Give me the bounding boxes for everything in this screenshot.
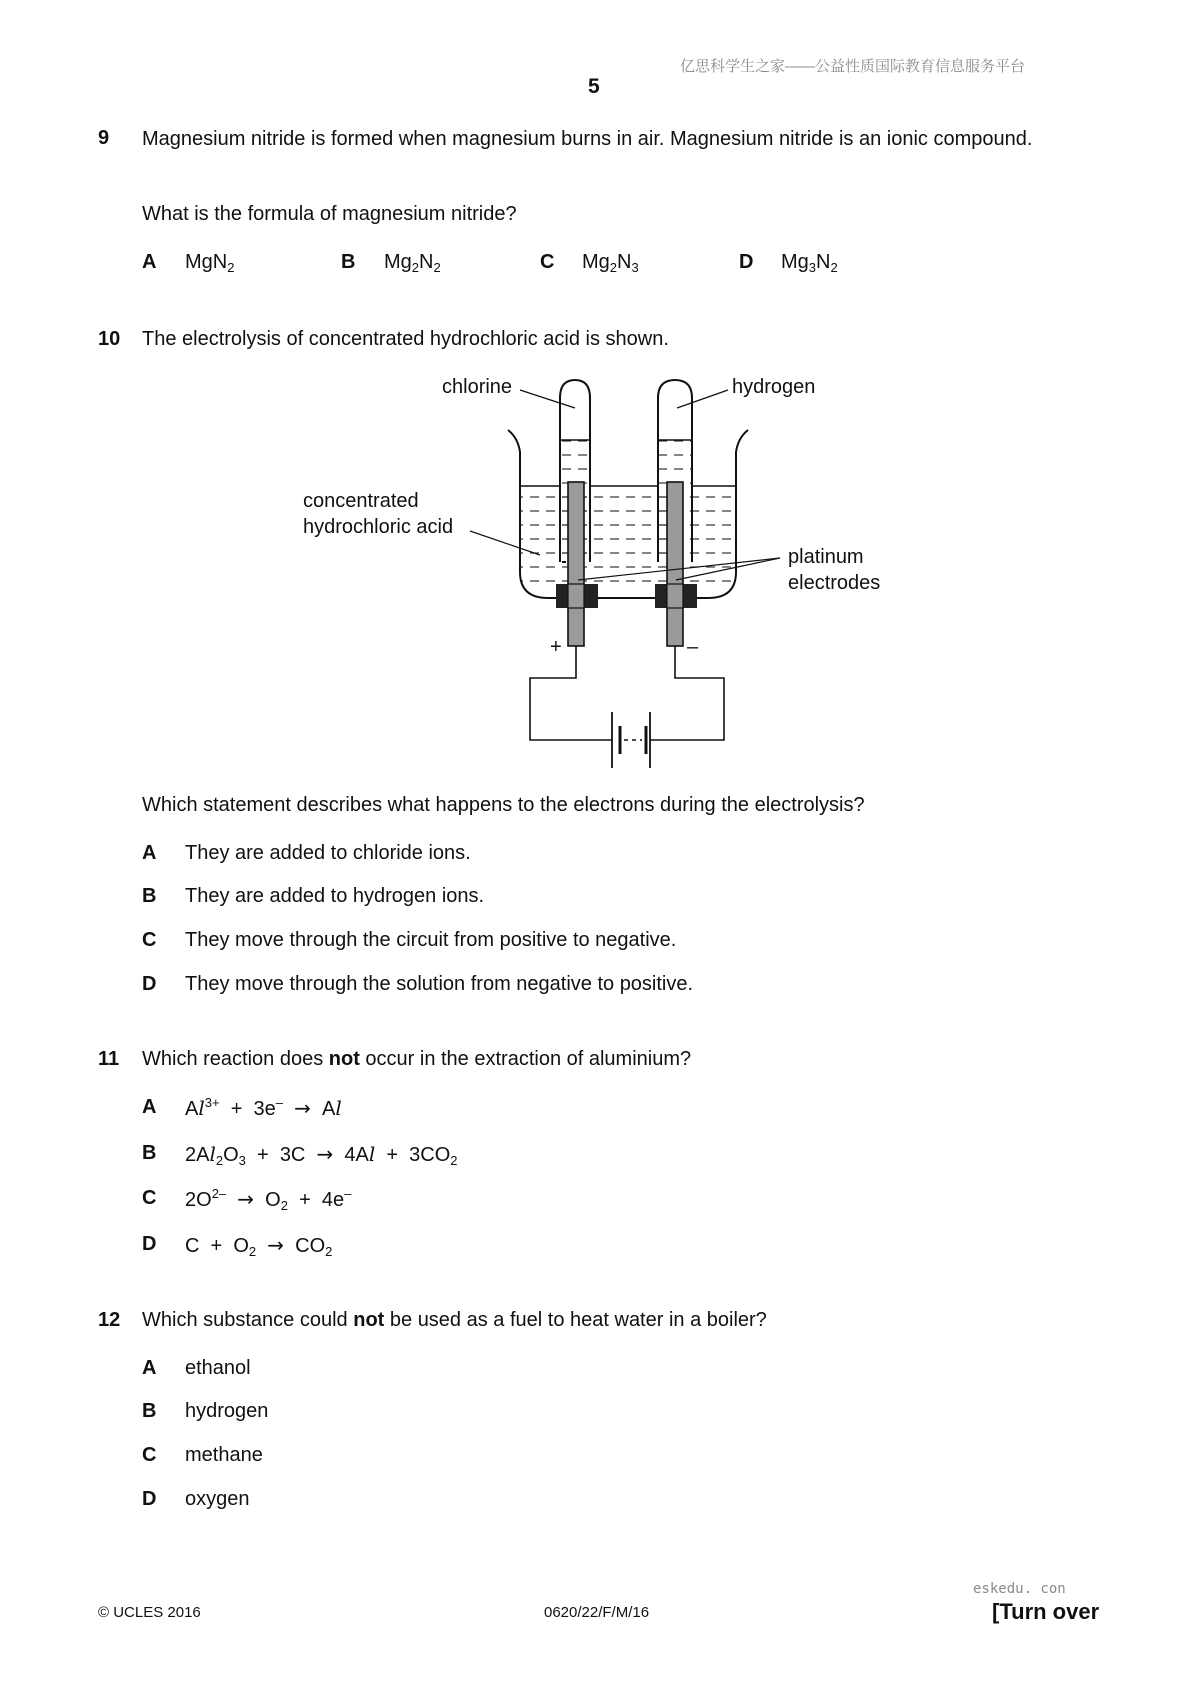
label-negative-terminal: – [687, 636, 699, 658]
option-text: hydrogen [185, 1400, 269, 1422]
watermark-text: 亿思科学生之家——公益性质国际教育信息服务平台 [680, 58, 1026, 75]
acid-solution [520, 486, 736, 592]
option-letter: A [142, 251, 157, 273]
option-text: $Mg_2N_3$ [582, 251, 639, 275]
label-electrodes-line1: platinum [788, 546, 864, 568]
electrode-negative [667, 482, 683, 646]
option-text: $Al^{3+} + 3e^- \to Al$ [185, 1095, 342, 1120]
option-letter: B [142, 885, 157, 907]
label-chlorine: chlorine [442, 376, 513, 398]
turn-over-label: [Turn over [992, 1599, 1100, 1624]
option-letter: B [142, 1142, 157, 1164]
option-text: $2Al_2O_3 + 3C \to 4Al + 3CO_2$ [185, 1142, 458, 1168]
circuit-wire [530, 646, 612, 740]
option-letter: D [142, 1233, 157, 1255]
label-acid-line1: concentrated [303, 490, 419, 512]
option-text: MgN$_2$ [185, 251, 235, 275]
question-stem: Which reaction does not occur in the extraction of aluminium? [142, 1048, 692, 1070]
option-text: They move through the solution from negative to positive. [185, 973, 694, 995]
label-positive-terminal: + [550, 636, 562, 658]
label-acid-line2: hydrochloric acid [303, 516, 454, 538]
option-text: They move through the circuit from positive to negative. [185, 929, 677, 951]
option-text: $Mg_2N_2$ [384, 251, 441, 275]
option-letter: A [142, 842, 157, 864]
question-number: 12 [98, 1309, 121, 1331]
question-number: 10 [98, 328, 121, 350]
option-text: methane [185, 1444, 263, 1466]
option-text: oxygen [185, 1488, 250, 1510]
question-prompt: Which statement describes what happens to the electrons during the electrolysis? [142, 794, 865, 816]
paper-code: 0620/22/F/M/16 [544, 1604, 650, 1621]
option-letter: D [739, 251, 754, 273]
battery [612, 712, 650, 768]
page-number: 5 [588, 75, 600, 98]
question-stem: Which substance could not be used as a fuel to heat water in a boiler? [142, 1309, 767, 1331]
option-letter: A [142, 1096, 157, 1118]
question-number: 9 [98, 127, 110, 149]
option-text: $Mg_3N_2$ [781, 251, 838, 275]
label-hydrogen: hydrogen [732, 376, 816, 398]
option-letter: C [142, 1444, 157, 1466]
option-letter: C [540, 251, 555, 273]
site-watermark: eskedu. con [973, 1581, 1066, 1597]
option-letter: D [142, 1488, 157, 1510]
question-number: 11 [98, 1048, 120, 1070]
label-electrodes-line2: electrodes [788, 572, 881, 594]
option-letter: B [341, 251, 356, 273]
option-letter: B [142, 1400, 157, 1422]
question-prompt: What is the formula of magnesium nitride? [142, 203, 517, 225]
option-letter: C [142, 1187, 157, 1209]
option-letter: D [142, 973, 157, 995]
option-text: ethanol [185, 1357, 251, 1379]
option-text: They are added to chloride ions. [185, 842, 471, 864]
option-text: $2O^{2-} \to O_2 + 4e^-$ [185, 1186, 352, 1213]
question-stem: Magnesium nitride is formed when magnesium burns in air. Magnesium nitride is an ionic compound. [142, 128, 1033, 150]
option-letter: A [142, 1357, 157, 1379]
copyright: © UCLES 2016 [98, 1604, 201, 1621]
electrolysis-diagram [0, 0, 1190, 800]
electrode-positive [568, 482, 584, 646]
question-stem: The electrolysis of concentrated hydrochloric acid is shown. [142, 328, 669, 350]
option-text: $C + O_2 \to CO_2$ [185, 1233, 333, 1259]
option-text: They are added to hydrogen ions. [185, 885, 485, 907]
option-letter: C [142, 929, 157, 951]
